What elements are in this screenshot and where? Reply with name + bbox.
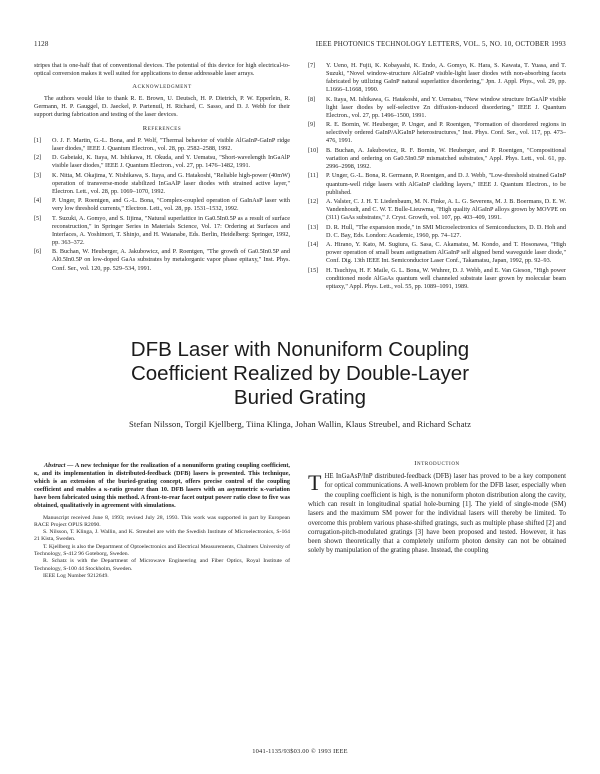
reference-number: [11] (308, 172, 319, 180)
reference-item (308, 62, 566, 94)
introduction-text (308, 472, 566, 556)
reference-number: [14] (308, 241, 319, 249)
reference-text: A. Hirano, Y. Kato, M. Sugiura, G. Sasa, C. Akamatsu, M. Kondo, and T. Hosonawa, "High power operation of small beam astigmatism AlGaInP self aligned bend waveguide laser diode," Conf. Dig. 13th IEEE Int. Semiconductor Laser Conf., Takamatsu, Japan, 1992, pp. 92–93. (326, 241, 566, 265)
reference-number: [4] (34, 197, 42, 205)
references-heading: References (142, 124, 182, 132)
reference-number: [5] (34, 214, 42, 222)
acknowledgment-heading: Acknowledgment (132, 83, 192, 91)
reference-number: [6] (34, 248, 42, 256)
abstract-text: A new technique for the realization of a nonuniform grating coupling coefficient, κ, and its implementation in distributed-feedback (DFB) lasers is presented. This technique, which is an extension of the buried-grating concept, offers precise control of the coupling coefficient and enables a κ-ratio greater than 10. DFB lasers with an asymmetric κ-variation have been fabricated using this method. A front-to-rear facet output power ratio close to five was obtained, qualitatively in agreement with simulations. (34, 462, 290, 510)
reference-number: [9] (308, 121, 316, 129)
reference-number: [12] (308, 197, 319, 205)
reference-list-continued (308, 62, 566, 291)
reference-item (308, 224, 566, 240)
article-title-block (34, 338, 566, 429)
reference-text: K. Nitta, M. Okajima, Y. Nishikawa, S. Itaya, and G. Hatakoshi, "Reliable high-power (40mW) operation of transverse-mode stabilized InGaAlP laser diodes with strained active layer," Electron. Lett., vol. 28, pp. 1069–1070, 1992. (52, 171, 290, 195)
right-column-lower (308, 460, 566, 556)
footnotes (34, 515, 290, 581)
page-header (34, 40, 566, 52)
reference-text: Y. Ueno, H. Fujii, K. Kobayashi, K. Endo, A. Gomyo, K. Hara, S. Kawata, T. Yuasa, and T. Suzuki, "Novel window-structure AlGaInP visible-light laser diodes with non-absorbing facets fabricated by utilizing GaInP natural superlattice disordering," Jpn. J. Appl. Phys., vol. 29, pp. L1666–L1668, 1990. (326, 62, 566, 94)
reference-item (34, 197, 290, 213)
reference-number: [7] (308, 62, 316, 69)
reference-number: [13] (308, 223, 319, 231)
drop-cap: T (308, 470, 322, 496)
copyright-footer: 1041-1135/93$03.00 © 1993 IEEE (252, 748, 348, 755)
reference-item (308, 241, 566, 265)
reference-text: T. Suzuki, A. Gomyo, and S. Iijima, "Natural superlattice in Ga0.5In0.5P as a result of surface reconstruction," in Springer Series in Materials Science, Vol. 17: Ordering at Surfaces and Interfaces, A. Yoshimori, T. Shinjo, and H. Watanabe, Eds. Berlin, Heidelberg: Springer, 1992, pp. 363–372. (52, 214, 290, 246)
footnote: IEEE Log Number 9212649. (43, 572, 109, 579)
left-column-lower (34, 462, 290, 580)
journal-running-title: IEEE PHOTONICS TECHNOLOGY LETTERS, VOL. 5, NO. 10, OCTOBER 1993 (315, 40, 566, 48)
reference-number: [8] (308, 95, 316, 103)
article-title (34, 338, 566, 410)
reference-text: H. Tsuchiya, H. F. Maile, G. L. Bona, W. Wuhrer, D. J. Webb, and E. Van Gieson, "High power conditioned mode AlGaAs quantum well channeled substrate laser grown by molecular beam epitaxy," Appl. Phys. Lett., vol. 55, pp. 1089–1091, 1989. (326, 266, 566, 290)
left-column-upper (34, 62, 290, 274)
reference-item (308, 172, 566, 196)
reference-text: D. Gabeiaki, K. Itaya, M. Ishikawa, H. Okuda, and Y. Uematsu, "Short-wavelength InGaAlP visible laser diodes," IEEE J. Quantum Electron., vol. 27, pp. 1476–1482, 1991. (52, 154, 290, 170)
title-line: Buried Grating (233, 386, 367, 409)
acknowledgment-text: The authors would like to thank R. E. Brown, U. Deutsch, H. P. Dietrich, P. W. Epperlein, R. Germann, H. P. Gauggel, D. Jaeckel, P. Partenuil, H. Richard, C. Sasso, and D. J. Webb for their support during fabrication and testing of the laser devices. (34, 95, 290, 119)
reference-list (34, 137, 290, 273)
reference-number: [2] (34, 154, 42, 162)
introduction-heading: Introduction (414, 460, 460, 467)
introduction-body: HE InGaAsP/InP distributed-feedback (DFB) laser has proved to be a key component for optical communications. A well-known problem for the DFB laser, especially when the coupling coefficient is high, is the nonuniform photon distribution along the cavity, which can result in longitudinal spatial hole-burning [1]. The yield of single-mode (SM) lasers and the maximum SM power for the individual lasers will thereby be limited. To overcome this problem various phase-shifted gratings, such as multiple phase shifted [2] and corrugation-pitch-modulated gratings [3] have been proposed and tested. However, it has been shown theoretically that a completely uniform photon density can not be obtained solely by manipulation of the grating phase. Instead, the coupling (308, 473, 566, 555)
author-list: Stefan Nilsson, Torgil Kjellberg, Tiina Klinga, Johan Wallin, Klaus Streubel, and Richard Schatz (128, 419, 472, 429)
reference-item (308, 121, 566, 145)
reference-item (34, 172, 290, 196)
footnote: Manuscript received June 8, 1993; revised July 28, 1993. This work was supported in part by European RACE Project OPUS R2090. (34, 514, 290, 528)
abstract-label: Abstract — (44, 462, 74, 469)
page-number: 1128 (34, 40, 49, 48)
reference-item (308, 147, 566, 171)
reference-item (34, 248, 290, 272)
footnote: S. Nilsson, T. Klinga, J. Wallin, and K. Streubel are with the Swedish Institute of Microelectronics, S-164 21 Kista, Sweden. (34, 529, 290, 543)
footnote: T. Kjellberg is also the Department of Optoelectronics and Electrical Measurements, Chalmers University of Technology, S-412 96 Goteborg, Sweden. (34, 543, 290, 558)
reference-number: [1] (34, 136, 42, 144)
abstract (34, 462, 290, 511)
reference-item (308, 198, 566, 222)
reference-text: R. E. Bornin, W. Heuberger, P. Unger, and P. Roentgen, "Formation of disordered regions in selectively ordered GaInP/AlGaInP heterostructures," Inst. Phys. Conf. Ser., vol. 117, pp. 473–476, 1991. (326, 121, 566, 145)
reference-item (34, 215, 290, 247)
reference-text: A. Valster, C. J. H. T. Liedenbaum, M. N. Finke, A. L. G. Severens, M. J. B. Boermans, D. E. W. Vandenhoudt, and C. W. T. Bulle-Lieuwma, "High quality AlGaInP alloys grown by MOVPE on (311) GaAs substrates," J. Cryst. Growth, vol. 107, pp. 403–409, 1991. (326, 197, 566, 222)
title-line: Coefficient Realized by Double-Layer (130, 362, 470, 385)
reference-item (34, 154, 290, 170)
reference-text: B. Buchan, A. Jakubowicz, R. F. Bornin, W. Heuberger, and P. Roentgen, "Compositional variation and ordering on Ga0.5In0.5P mismatched substrates," Appl. Phys. Lett., vol. 61, pp. 2996–2998, 1992. (326, 146, 566, 171)
reference-number: [3] (34, 171, 42, 179)
reference-item (308, 267, 566, 291)
reference-text: K. Itaya, M. Ishikawa, G. Hatakoshi, and Y. Uematsu, "New window structure InGaAlP visible light laser diodes by self-selective Zn diffusion-induced disordering," IEEE J. Quantum Electron., vol. 27, pp. 1496–1500, 1991. (326, 95, 566, 119)
reference-number: [15] (308, 266, 319, 274)
title-line: DFB Laser with Nonuniform Coupling (130, 338, 470, 361)
footnote: R. Schatz is with the Department of Microwave Engineering and Fiber Optics, Royal Institute of Technology, S-100 44 Stockholm, Sweden. (34, 558, 290, 572)
continuation-paragraph: stripes that is one-half that of conventional devices. The potential of this device for high electrical-to-optical conversion makes it well suited for applications to dense addressable laser arrays. (34, 62, 290, 78)
reference-item (308, 96, 566, 120)
reference-text: P. Unger, G.-L. Bona, R. Germann, P. Roentgen, and D. J. Webb, "Low-threshold strained GaInP quantum-well ridge lasers with AlGaInP cladding layers," IEEE J. Quantum Electron., to be published. (326, 172, 566, 196)
reference-text: P. Unger, P. Roentgen, and G.-L. Bona, "Complex-coupled operation of GaInAsP laser with very low threshold currents," Electron. Lett., vol. 28, pp. 1531–1532, 1992. (52, 197, 290, 213)
reference-text: B. Buchan, W. Heuberger, A. Jakubowicz, and P. Roentgen, "The growth of Ga0.5In0.5P and Al0.5In0.5P on low-doped GaAs substrates by metalorganic vapor phase epitaxy," Inst. Phys. Conf. Ser., vol. 120, pp. 529–534, 1991. (52, 248, 290, 272)
right-column-upper (308, 62, 566, 292)
reference-number: [10] (308, 146, 319, 154)
reference-item (34, 137, 290, 153)
reference-text: D. R. Hull, "The expansion mode," in SMI Microelectronics of Semiconductors, D. D. Hoh and D. C. Bay, Eds. London: Academic, 1960, pp. 74–127. (326, 223, 566, 239)
reference-text: O. J. F. Martin, G.-L. Bona, and P. Wolf, "Thermal behavior of visible AlGaInP-GaInP ridge laser diodes," IEEE J. Quantum Electron., vol. 28, pp. 2582–2588, 1992. (52, 136, 290, 152)
